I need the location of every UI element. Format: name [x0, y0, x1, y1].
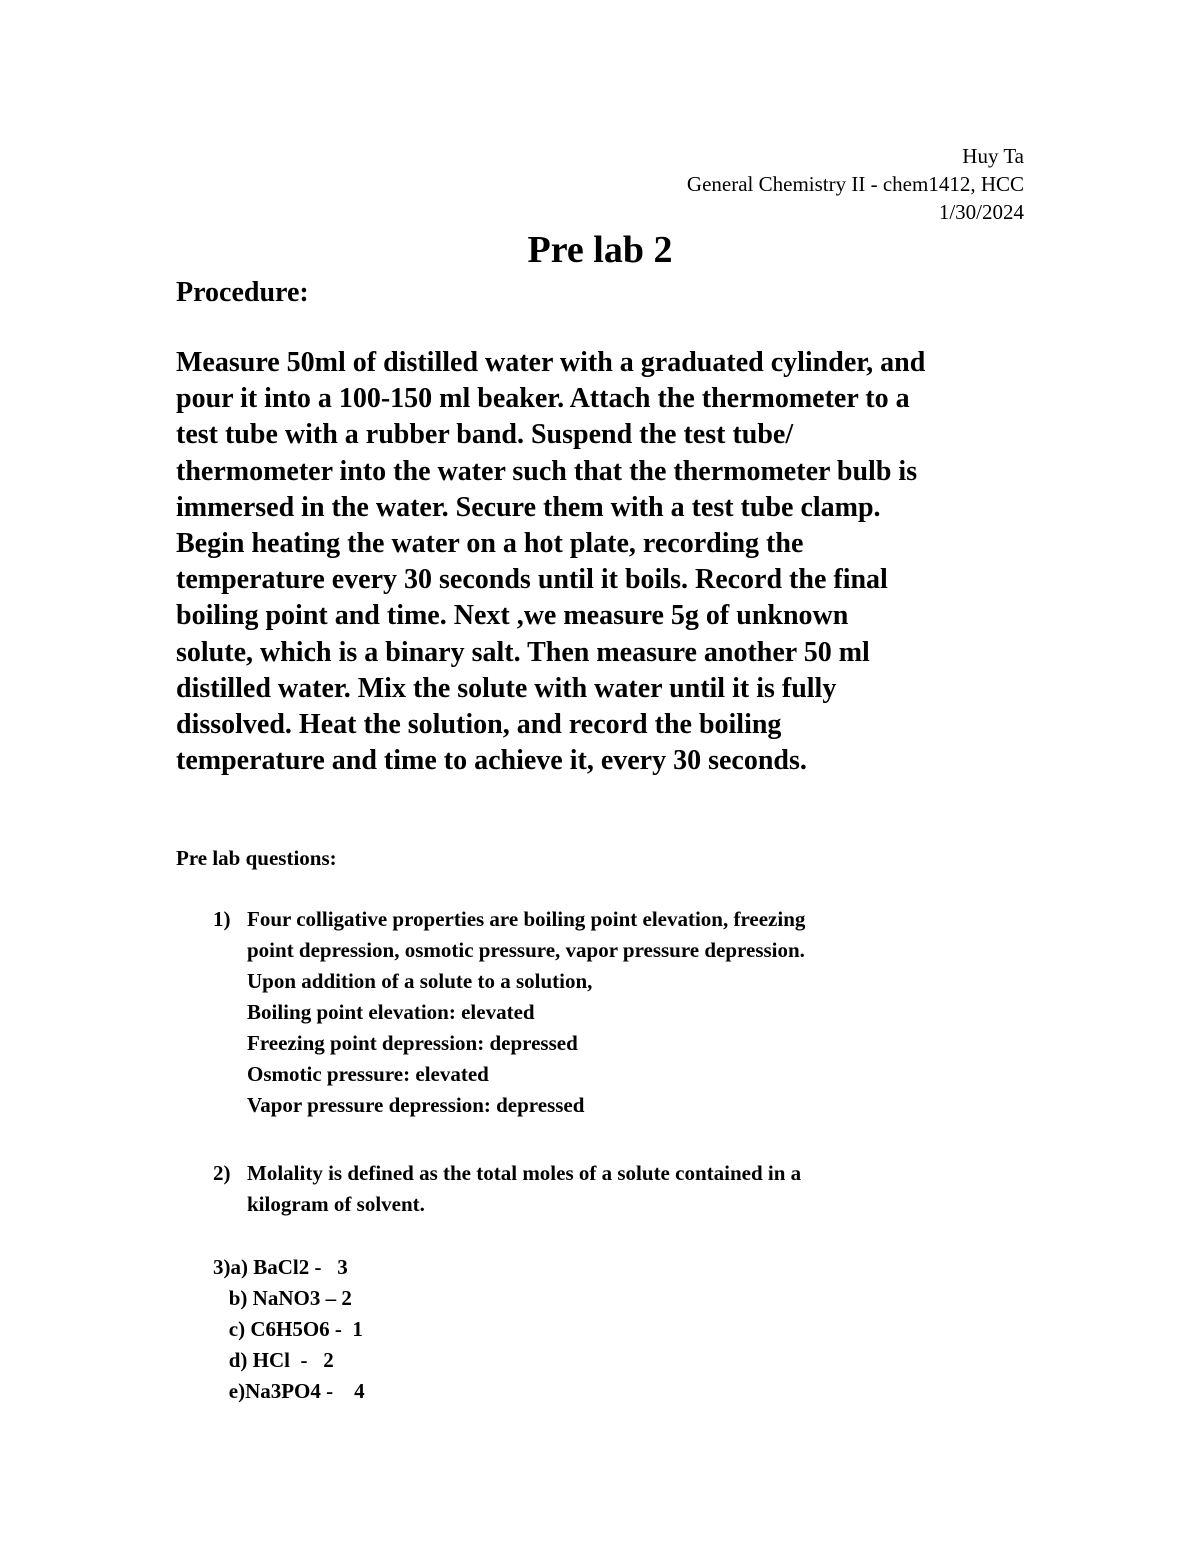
question-line: Four colligative properties are boiling point elevation, freezing: [247, 907, 806, 931]
question-3-item: d) HCl - 2: [213, 1348, 334, 1372]
question-3-item: 3)a) BaCl2 - 3: [213, 1255, 348, 1279]
procedure-line: solute, which is a binary salt. Then measure another 50 ml: [176, 636, 870, 668]
author-name: Huy Ta: [962, 144, 1024, 168]
question-line: point depression, osmotic pressure, vapor pressure depression.: [247, 938, 805, 962]
procedure-line: pour it into a 100-150 ml beaker. Attach the thermometer to a: [176, 383, 910, 415]
question-line: Boiling point elevation: elevated: [247, 1000, 535, 1024]
procedure-line: distilled water. Mix the solute with water until it is fully: [176, 672, 837, 704]
procedure-line: temperature every 30 seconds until it boils. Record the final: [176, 564, 888, 596]
question-line: Vapor pressure depression: depressed: [247, 1093, 585, 1117]
question-line: kilogram of solvent.: [247, 1192, 425, 1216]
question-3-item: b) NaNO3 – 2: [213, 1286, 352, 1310]
question-line: Upon addition of a solute to a solution,: [247, 969, 593, 993]
document-date: 1/30/2024: [938, 200, 1024, 224]
question-2: [213, 1158, 801, 1220]
procedure-line: Measure 50ml of distilled water with a graduated cylinder, and: [176, 347, 926, 378]
procedure-line: thermometer into the water such that the thermometer bulb is: [176, 455, 918, 487]
procedure-line: temperature and time to achieve it, every 30 seconds.: [176, 745, 807, 777]
question-line: Molality is defined as the total moles of a solute contained in a: [247, 1161, 802, 1185]
question-line: Osmotic pressure: elevated: [247, 1062, 489, 1086]
procedure-line: Begin heating the water on a hot plate, recording the: [176, 528, 804, 560]
procedure-line: test tube with a rubber band. Suspend the test tube/: [176, 419, 794, 451]
questions-heading: Pre lab questions:: [176, 846, 337, 870]
page-title: Pre lab 2: [527, 229, 673, 271]
document-header: [687, 142, 1024, 226]
question-line: Freezing point depression: depressed: [247, 1031, 578, 1055]
course-name: General Chemistry II - chem1412, HCC: [686, 172, 1024, 196]
question-3-item: c) C6H5O6 - 1: [213, 1317, 363, 1341]
question-number: 1): [213, 907, 231, 931]
question-3-item: e)Na3PO4 - 4: [213, 1379, 365, 1403]
question-number: 2): [213, 1161, 231, 1185]
procedure-line: boiling point and time. Next ,we measure 5g of unknown: [176, 600, 849, 632]
question-3: [213, 1252, 365, 1407]
question-1: [213, 904, 805, 1121]
procedure-text: [176, 345, 1036, 779]
procedure-line: immersed in the water. Secure them with a test tube clamp.: [176, 491, 881, 523]
procedure-heading: Procedure:: [176, 277, 309, 308]
procedure-line: dissolved. Heat the solution, and record the boiling: [176, 709, 782, 741]
